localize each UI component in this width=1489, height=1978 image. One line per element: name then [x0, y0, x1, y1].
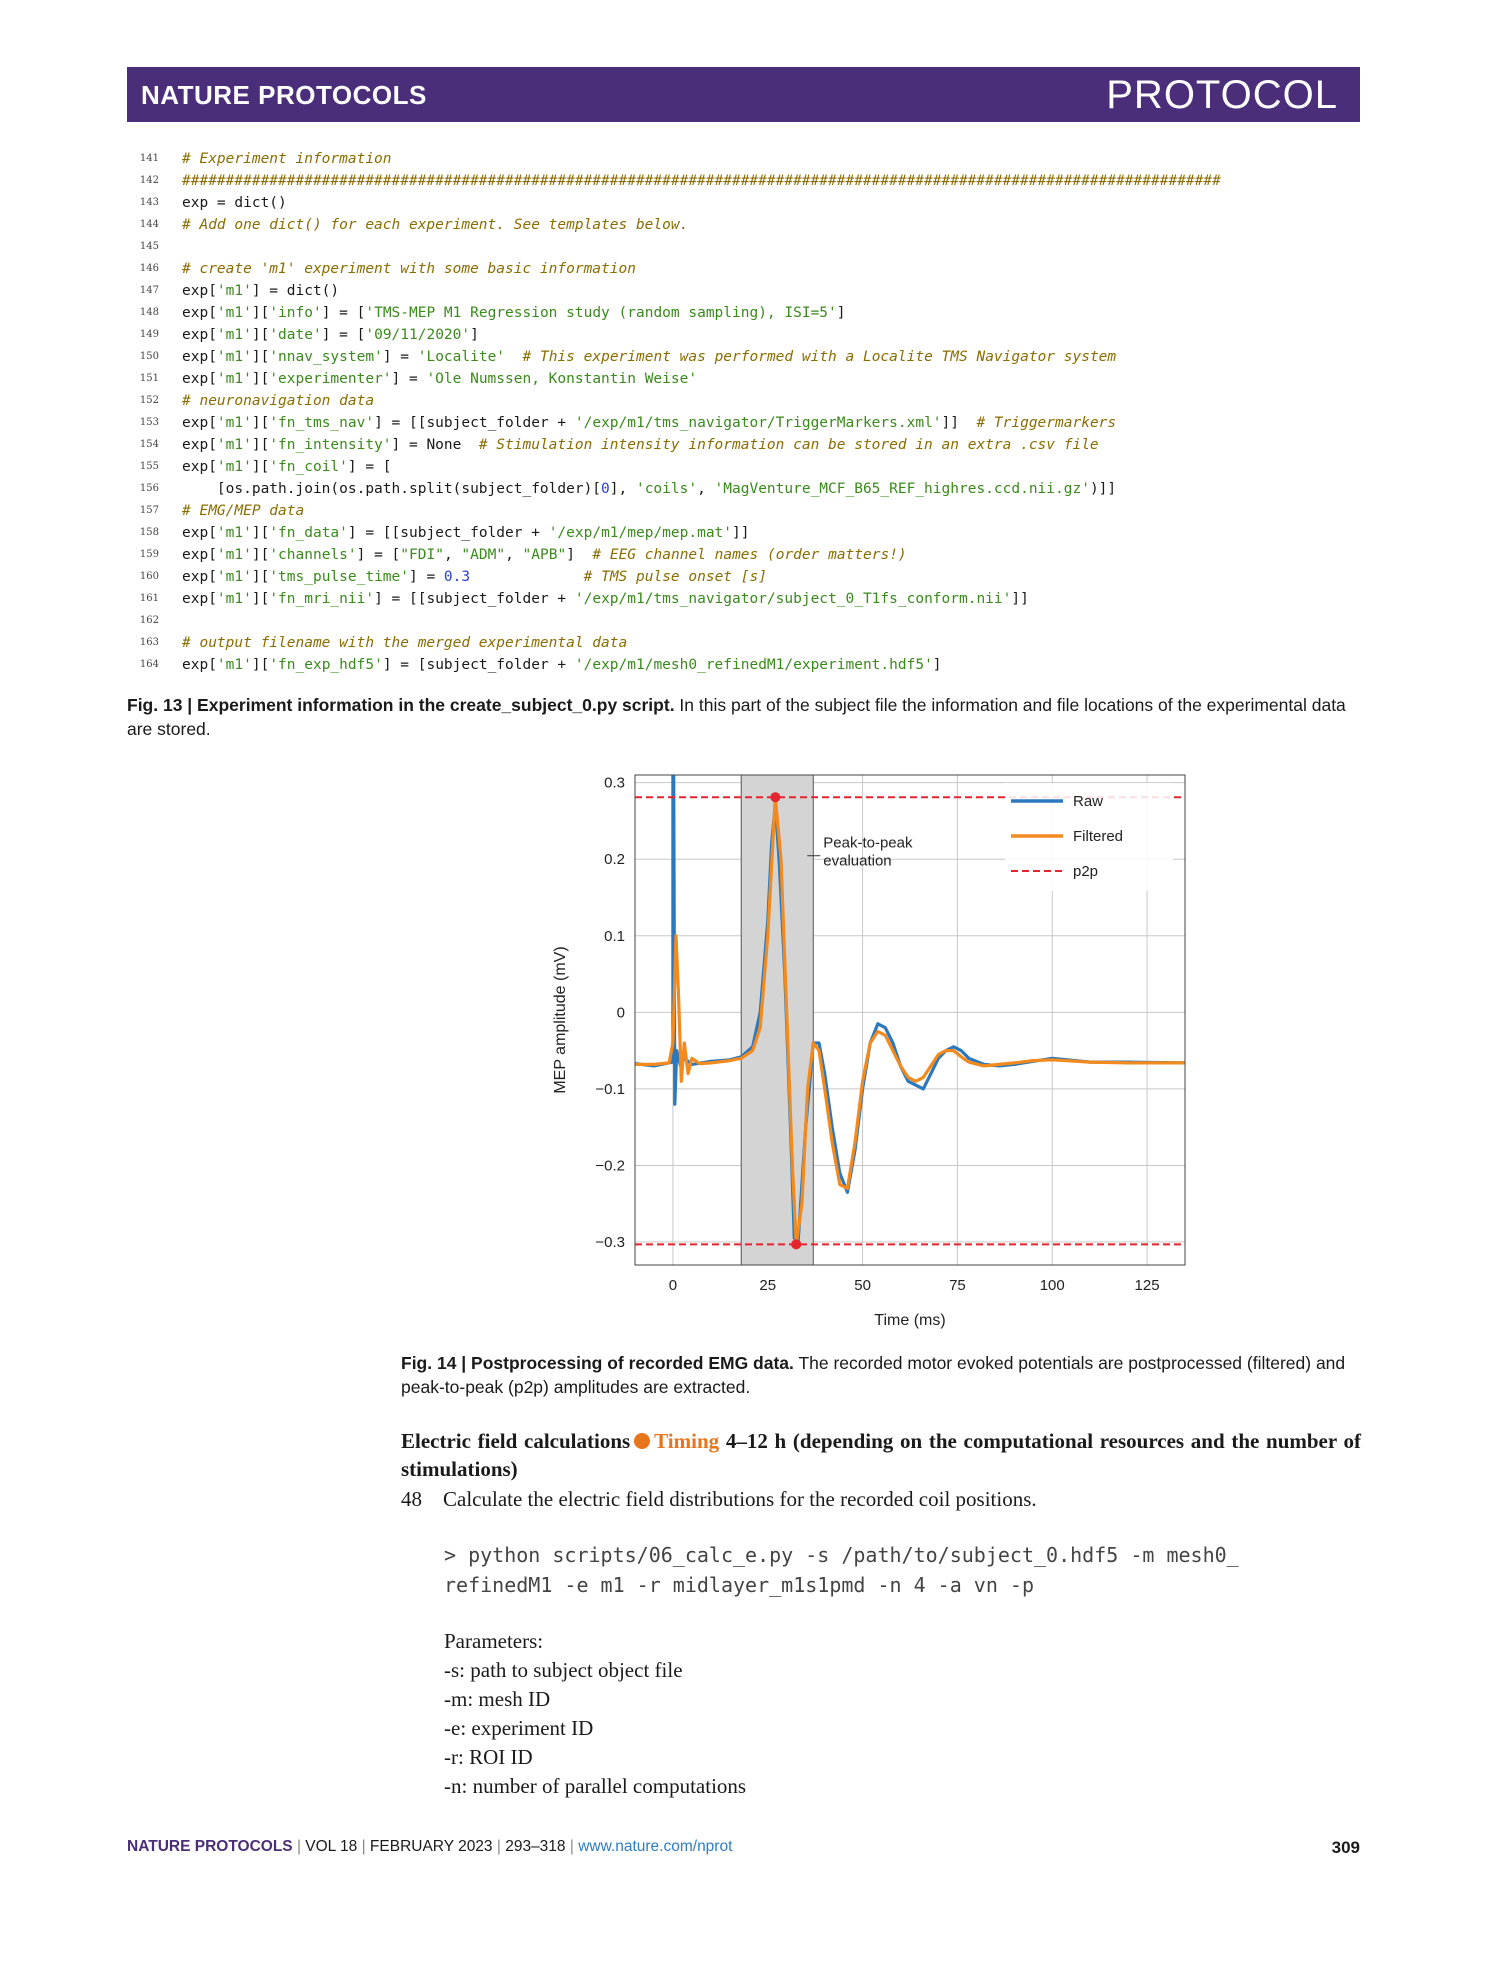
- fig13-caption: [127, 693, 1360, 741]
- code-token: # EMG/MEP data: [182, 503, 305, 519]
- footer-volume: VOL 18: [305, 1838, 358, 1855]
- code-text: [182, 588, 1029, 610]
- code-token: ][: [251, 547, 270, 563]
- line-number: 156: [139, 483, 159, 494]
- code-token: ]]: [1011, 591, 1029, 607]
- journal-header: [127, 67, 1360, 122]
- line-number: 148: [139, 307, 159, 318]
- code-token: 'fn_mri_nii': [269, 591, 375, 607]
- code-text: [182, 148, 392, 170]
- code-token: ] = dict(): [251, 283, 340, 299]
- legend-label-p2p: p2p: [1073, 863, 1099, 880]
- code-token: ] = [[subject_folder +: [374, 591, 575, 607]
- code-line: [127, 236, 1367, 258]
- code-line: [127, 654, 1367, 676]
- code-token: exp[: [182, 305, 217, 321]
- code-text: [182, 478, 1116, 500]
- code-token: exp[: [182, 283, 217, 299]
- code-token: ]]: [941, 415, 977, 431]
- code-token: ,: [443, 547, 462, 563]
- code-text: [182, 544, 907, 566]
- code-token: ][: [251, 415, 270, 431]
- section-heading: [401, 1427, 1361, 1483]
- code-token: exp[: [182, 459, 217, 475]
- code-token: ] =: [409, 569, 444, 585]
- code-token: 'fn_data': [269, 525, 348, 541]
- code-token: )]]: [1089, 481, 1117, 497]
- code-line: [127, 346, 1367, 368]
- param-item: -s: path to subject object file: [444, 1658, 683, 1682]
- code-token: 'fn_coil': [269, 459, 348, 475]
- code-token: exp[: [182, 525, 217, 541]
- line-number: 154: [139, 439, 159, 450]
- code-token: "APB": [522, 547, 567, 563]
- code-token: 'nnav_system': [269, 349, 383, 365]
- line-number: 157: [139, 505, 159, 516]
- code-text: [182, 324, 479, 346]
- line-number: 149: [139, 329, 159, 340]
- code-token: # neuronavigation data: [182, 393, 375, 409]
- page-number: 309: [1331, 1838, 1360, 1857]
- code-token: exp[: [182, 415, 217, 431]
- line-number: 150: [139, 351, 159, 362]
- code-token: ][: [251, 371, 270, 387]
- code-token: 'fn_tms_nav': [269, 415, 375, 431]
- code-text: [182, 170, 1221, 192]
- article-type: PROTOCOL: [1106, 73, 1338, 117]
- code-line: [127, 280, 1367, 302]
- code-token: 'date': [269, 327, 322, 343]
- code-token: ] = None: [391, 437, 479, 453]
- code-token: 'coils': [635, 481, 698, 497]
- code-token: exp[: [182, 349, 217, 365]
- code-token: exp = dict(): [182, 195, 287, 211]
- code-token: exp[: [182, 327, 217, 343]
- code-line: [127, 148, 1367, 170]
- code-token: ],: [609, 481, 636, 497]
- y-tick-label: −0.1: [595, 1080, 625, 1098]
- annotation-text: Peak-to-peak: [823, 834, 913, 852]
- code-text: [182, 192, 287, 214]
- code-token: 'm1': [216, 569, 252, 585]
- x-tick-label: 75: [949, 1277, 966, 1294]
- code-line: [127, 214, 1367, 236]
- code-token: '/exp/m1/mesh0_refinedM1/experiment.hdf5': [574, 657, 933, 673]
- code-listing: [127, 148, 1367, 676]
- code-token: exp[: [182, 547, 217, 563]
- code-token: 'm1': [216, 283, 252, 299]
- line-number: 160: [139, 571, 159, 582]
- code-token: ,: [697, 481, 715, 497]
- code-line: [127, 588, 1367, 610]
- code-token: 'Localite': [417, 349, 506, 365]
- timing-label: Timing: [654, 1429, 720, 1453]
- x-tick-label: 125: [1134, 1277, 1160, 1294]
- code-token: exp[: [182, 371, 217, 387]
- parameters-title: Parameters:: [444, 1629, 544, 1653]
- y-tick-label: −0.2: [595, 1157, 625, 1175]
- page-footer: NATURE PROTOCOLS | VOL 18 | FEBRUARY 2023 | 293–318 | www.nature.com/nprot 309: [127, 1838, 1360, 1857]
- code-token: ][: [251, 569, 270, 585]
- code-text: [182, 258, 636, 280]
- code-text: [182, 368, 697, 390]
- code-token: ]: [932, 657, 942, 673]
- code-line: [127, 302, 1367, 324]
- peak-point: [770, 792, 780, 802]
- code-token: 'm1': [216, 459, 252, 475]
- code-token: '/exp/m1/mep/mep.mat': [548, 525, 733, 541]
- code-line: [127, 632, 1367, 654]
- code-line: [127, 478, 1367, 500]
- y-tick-label: 0.3: [604, 774, 625, 792]
- code-token: ]: [836, 305, 846, 321]
- step-text: Calculate the electric field distributions for the recorded coil positions.: [443, 1487, 1037, 1511]
- code-token: 0.3: [443, 569, 471, 585]
- line-number: 164: [139, 659, 159, 670]
- line-number: 162: [139, 615, 159, 626]
- code-token: ][: [251, 327, 270, 343]
- line-number: 152: [139, 395, 159, 406]
- code-text: [182, 566, 767, 588]
- code-token: ] = [[subject_folder +: [374, 415, 575, 431]
- code-line: [127, 390, 1367, 412]
- code-text: [182, 346, 1116, 368]
- code-token: ]: [470, 327, 479, 343]
- code-token: ] = [subject_folder +: [382, 657, 575, 673]
- code-token: ] = [: [356, 547, 401, 563]
- code-line: [127, 368, 1367, 390]
- code-token: [os.path.join(os.path.split(subject_folder)[: [182, 481, 602, 497]
- fig14-label: Fig. 14 | Postprocessing of recorded EMG data.: [401, 1353, 794, 1373]
- code-token: 'fn_intensity': [269, 437, 392, 453]
- line-number: 145: [139, 241, 159, 252]
- code-token: ] = [: [321, 327, 366, 343]
- param-item: -e: experiment ID: [444, 1716, 594, 1740]
- code-text: [182, 500, 304, 522]
- code-token: 0: [601, 481, 610, 497]
- code-token: ][: [251, 591, 270, 607]
- code-token: ][: [251, 305, 270, 321]
- param-item: -r: ROI ID: [444, 1745, 533, 1769]
- code-token: # Stimulation intensity information can be stored in an extra .csv file: [478, 437, 1099, 453]
- code-token: #######################################################################################################################: [182, 173, 1221, 189]
- line-number: 147: [139, 285, 159, 296]
- code-text: [182, 654, 942, 676]
- timing-text: 4–12 h (depending on the computational resources and the number of stimulations): [401, 1429, 1361, 1481]
- code-token: ][: [251, 657, 270, 673]
- code-line: [127, 324, 1367, 346]
- y-axis-label: MEP amplitude (mV): [552, 946, 569, 1094]
- code-text: [182, 456, 392, 478]
- footer-pages: 293–318: [505, 1838, 566, 1855]
- x-tick-label: 50: [854, 1277, 871, 1294]
- code-text: [182, 214, 688, 236]
- code-token: 'tms_pulse_time': [269, 569, 409, 585]
- code-token: # EEG channel names (order matters!): [592, 547, 907, 563]
- code-token: ][: [251, 349, 270, 365]
- mep-chart: [540, 770, 1200, 1330]
- fig14-text: The recorded motor evoked potentials are postprocessed (filtered) and peak-to-peak (p2p) amplitudes are extracted.: [401, 1353, 1346, 1397]
- code-token: ] = [[subject_folder +: [347, 525, 549, 541]
- timing-dot-icon: [634, 1433, 650, 1449]
- param-item: -n: number of parallel computations: [444, 1774, 747, 1798]
- code-token: ]: [566, 547, 593, 563]
- footer-url-link[interactable]: www.nature.com/nprot: [578, 1838, 733, 1855]
- code-token: # TMS pulse onset [s]: [583, 569, 767, 585]
- code-line: [127, 544, 1367, 566]
- footer-journal: NATURE PROTOCOLS: [127, 1838, 293, 1855]
- line-number: 142: [139, 175, 159, 186]
- code-token: exp[: [182, 591, 217, 607]
- journal-name: NATURE PROTOCOLS: [141, 80, 427, 110]
- code-token: 'm1': [216, 525, 252, 541]
- code-token: exp[: [182, 657, 217, 673]
- legend-label-raw: Raw: [1073, 793, 1104, 810]
- command-line-2: refinedM1 -e m1 -r midlayer_m1s1pmd -n 4 -a vn -p: [444, 1573, 1035, 1597]
- code-text: [182, 390, 374, 412]
- code-token: 'experimenter': [269, 371, 392, 387]
- annotation-text: evaluation: [823, 852, 892, 870]
- x-tick-label: 0: [668, 1277, 678, 1294]
- code-token: ,: [505, 547, 523, 563]
- code-line: [127, 434, 1367, 456]
- x-tick-label: 100: [1039, 1277, 1065, 1294]
- command-block: [444, 1540, 1364, 1600]
- line-number: 153: [139, 417, 159, 428]
- y-tick-label: −0.3: [595, 1234, 625, 1252]
- code-token: exp[: [182, 437, 217, 453]
- code-token: "FDI": [400, 547, 444, 563]
- footer-date: FEBRUARY 2023: [369, 1838, 493, 1855]
- fig13-label: Fig. 13 | Experiment information in the create_subject_0.py script.: [127, 695, 675, 715]
- code-line: [127, 522, 1367, 544]
- code-token: 'm1': [216, 415, 252, 431]
- code-token: # create 'm1' experiment with some basic information: [182, 261, 636, 277]
- code-token: 'fn_exp_hdf5': [269, 657, 383, 673]
- code-token: 'Ole Numssen, Konstantin Weise': [426, 371, 698, 387]
- code-text: [182, 434, 1099, 456]
- code-token: 'm1': [216, 657, 252, 673]
- code-token: '09/11/2020': [365, 327, 471, 343]
- parameters-list: [444, 1627, 746, 1801]
- code-text: [182, 632, 627, 654]
- code-token: # Experiment information: [182, 151, 392, 167]
- line-number: 155: [139, 461, 159, 472]
- code-token: # output filename with the merged experimental data: [182, 635, 628, 651]
- code-token: 'TMS-MEP M1 Regression study (random sampling), ISI=5': [365, 305, 837, 321]
- code-token: 'm1': [216, 349, 252, 365]
- y-tick-label: 0.1: [604, 927, 625, 945]
- line-number: 159: [139, 549, 159, 560]
- line-number: 146: [139, 263, 159, 274]
- line-number: 143: [139, 197, 159, 208]
- fig13-text: In this part of the subject file the information and file locations of the experimental data are stored.: [127, 695, 1346, 739]
- procedure-step: [401, 1487, 1037, 1512]
- code-line: [127, 170, 1367, 192]
- code-token: '/exp/m1/tms_navigator/subject_0_T1fs_conform.nii': [574, 591, 1012, 607]
- code-token: ][: [251, 459, 270, 475]
- code-line: [127, 192, 1367, 214]
- code-token: 'MagVenture_MCF_B65_REF_highres.ccd.nii.gz': [714, 481, 1090, 497]
- x-tick-label: 25: [759, 1277, 777, 1294]
- line-number: 141: [139, 153, 159, 164]
- y-tick-label: 0.2: [604, 851, 625, 869]
- code-token: exp[: [182, 569, 217, 585]
- code-token: 'm1': [216, 327, 252, 343]
- code-text: [182, 302, 846, 324]
- legend-label-filtered: Filtered: [1073, 828, 1124, 845]
- code-token: 'm1': [216, 547, 252, 563]
- step-number: 48: [401, 1487, 422, 1511]
- code-token: ] = [: [321, 305, 366, 321]
- code-token: ] = [: [347, 459, 392, 475]
- line-number: 163: [139, 637, 159, 648]
- code-token: ][: [251, 525, 270, 541]
- code-token: ] =: [391, 371, 427, 387]
- peak-point: [791, 1239, 801, 1249]
- y-tick-label: 0: [616, 1004, 625, 1022]
- code-token: 'm1': [216, 371, 252, 387]
- code-line: [127, 456, 1367, 478]
- code-token: 'channels': [269, 547, 357, 563]
- fig14-caption: [401, 1351, 1361, 1399]
- line-number: 161: [139, 593, 159, 604]
- code-token: 'm1': [216, 305, 252, 321]
- code-token: ][: [251, 437, 270, 453]
- code-line: [127, 412, 1367, 434]
- code-token: [470, 569, 584, 585]
- code-text: [182, 280, 339, 302]
- x-axis-label: Time (ms): [874, 1312, 946, 1329]
- line-number: 151: [139, 373, 159, 384]
- code-token: ]]: [732, 525, 750, 541]
- line-number: 158: [139, 527, 159, 538]
- line-number: 144: [139, 219, 159, 230]
- code-token: ] =: [382, 349, 418, 365]
- code-token: # Triggermarkers: [976, 415, 1117, 431]
- code-token: '/exp/m1/tms_navigator/TriggerMarkers.xml': [574, 415, 942, 431]
- code-token: 'info': [269, 305, 322, 321]
- section-title: Electric field calculations: [401, 1429, 631, 1453]
- code-token: "ADM": [461, 547, 506, 563]
- code-text: [182, 412, 1116, 434]
- code-token: # This experiment was performed with a Localite TMS Navigator system: [522, 349, 1117, 365]
- code-token: [505, 349, 522, 365]
- code-line: [127, 258, 1367, 280]
- param-item: -m: mesh ID: [444, 1687, 551, 1711]
- code-token: # Add one dict() for each experiment. See templates below.: [182, 217, 689, 233]
- command-line-1: > python scripts/06_calc_e.py -s /path/to/subject_0.hdf5 -m mesh0_: [444, 1543, 1239, 1567]
- code-token: 'm1': [216, 437, 252, 453]
- code-line: [127, 500, 1367, 522]
- code-line: [127, 610, 1367, 632]
- code-text: [182, 522, 749, 544]
- code-line: [127, 566, 1367, 588]
- code-token: 'm1': [216, 591, 252, 607]
